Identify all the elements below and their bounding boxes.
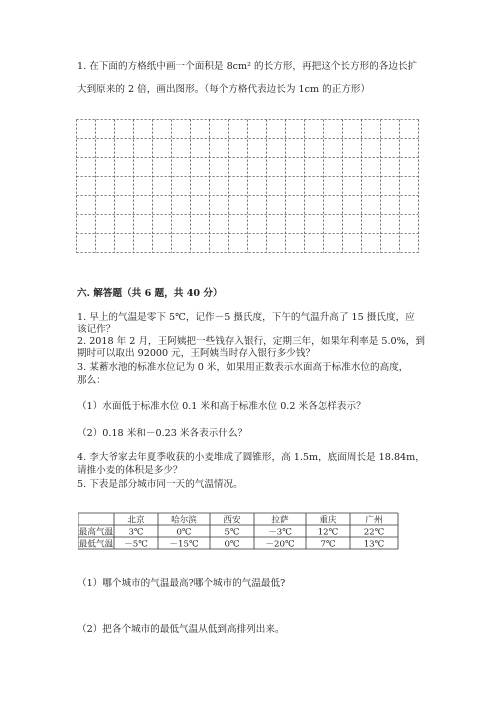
square-grid-paper[interactable] xyxy=(75,118,423,263)
table-header-cell: 北京 xyxy=(127,515,145,526)
table-header-cell: 西安 xyxy=(223,515,241,526)
problem-5-sub-2: （2）把各个城市的最低气温从低到高排列出来。 xyxy=(77,624,285,635)
problem-1-line-1: 1. 早上的气温是零下 5℃，记作－5 摄氏度，下午的气温升高了 15 摄氏度，应 xyxy=(77,312,415,323)
problem-2-line-2: 期时可以取出 92000 元，王阿姨当时存入银行多少钱？ xyxy=(77,348,316,359)
problem-5-sub-1: （1）哪个城市的气温最高?哪个城市的气温最低? xyxy=(77,578,286,589)
table-cell: －3℃ xyxy=(268,527,292,538)
section-title: 六. 解答题（共 6 题，共 40 分） xyxy=(77,288,223,299)
table-cell: －15℃ xyxy=(169,539,199,550)
problem-1-line-2: 该记作？ xyxy=(77,324,116,335)
problem-3-line-1: 3. 某蓄水池的标准水位记为 0 米，如果用正数表示水面高于标准水位的高度， xyxy=(77,362,409,373)
problem-3-sub-1: （1）水面低于标准水位 0.1 米和高于标准水位 0.2 米各怎样表示？ xyxy=(77,401,366,412)
table-row-label: 最高气温 xyxy=(78,527,114,538)
table-cell: 7℃ xyxy=(320,539,336,550)
table-header-cell: 拉萨 xyxy=(271,515,289,526)
problem-2-line-1: 2. 2018 年 2 月，王阿姨把一些钱存入银行，定期三年，如果年利率是 5.0%，到 xyxy=(77,336,425,347)
table-cell: 5℃ xyxy=(224,527,240,538)
question-1-line-1: 1. 在下面的方格纸中画一个面积是 8cm² 的长方形，再把这个长方形的各边长扩 xyxy=(77,61,418,72)
table-cell: 22℃ xyxy=(363,527,385,538)
table-header-cell: 广州 xyxy=(365,515,383,526)
table-cell: 13℃ xyxy=(363,539,385,550)
problem-5-line-1: 5. 下表是部分城市同一天的气温情况。 xyxy=(77,479,243,490)
table-row-label: 最低气温 xyxy=(78,539,114,550)
table-cell: －5℃ xyxy=(124,539,148,550)
problem-4-line-1: 4. 李大爷家去年夏季收获的小麦堆成了圆锥形，高 1.5m，底面周长是 18.84m， xyxy=(77,452,425,463)
problem-3-line-2: 那么： xyxy=(77,375,106,386)
table-header-cell: 重庆 xyxy=(319,515,337,526)
problem-4-line-2: 请推小麦的体积是多少？ xyxy=(77,465,183,476)
table-cell: 12℃ xyxy=(317,527,339,538)
problem-3-sub-2: （2）0.18 米和－0.23 米各表示什么？ xyxy=(77,428,248,439)
question-1-line-2: 大到原来的 2 倍，画出图形。（每个方格代表边长为 1cm 的正方形） xyxy=(77,84,371,95)
table-cell: 0℃ xyxy=(176,527,192,538)
temperature-table xyxy=(78,512,400,552)
table-cell: 3℃ xyxy=(128,527,144,538)
table-header-cell: 哈尔滨 xyxy=(171,515,197,526)
table-cell: 0℃ xyxy=(224,539,240,550)
table-cell: －20℃ xyxy=(265,539,295,550)
